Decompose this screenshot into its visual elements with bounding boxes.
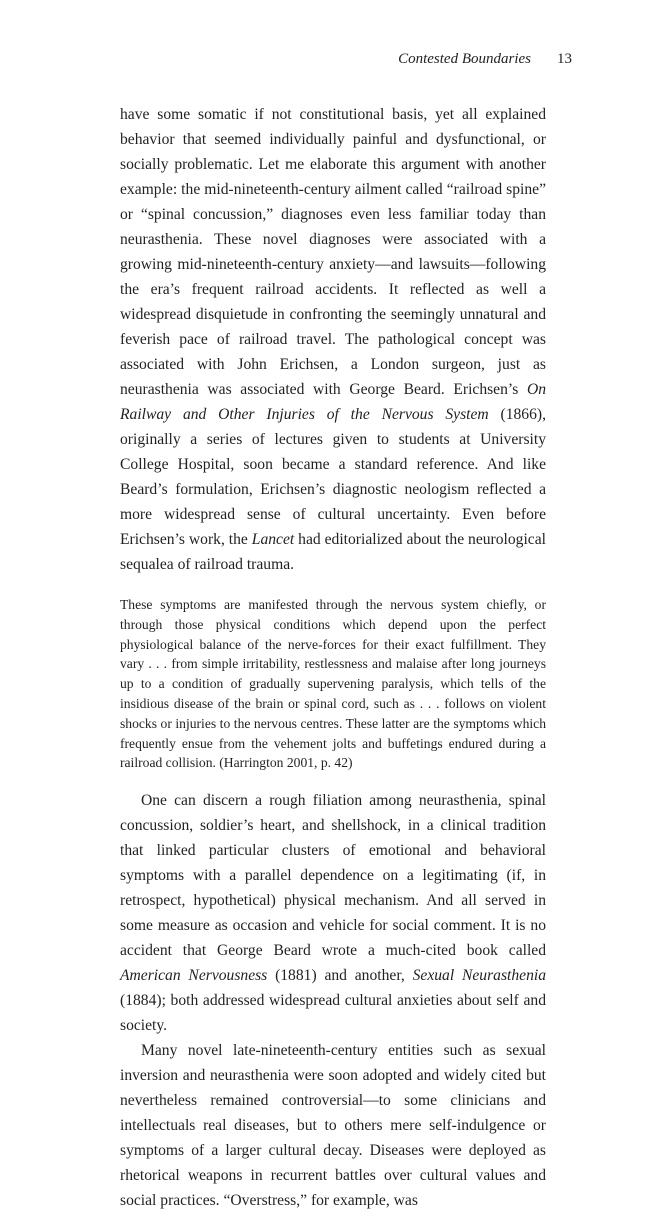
text-run: (1881) and another,	[267, 967, 413, 985]
text-run: Many novel late-nineteenth-century entities such as sexual inversion and neurasthenia were soon adopted and widely cited but nevertheless remained controversial—to some clinicians and intellectuals real diseases, but to others mere self-indulgence or symptoms of a larger cultural decay. Diseases were deployed as rhetorical weapons in recurrent battles over cultural values and social practices. “Overstress,” for example, was	[120, 1042, 546, 1210]
text-run: have some somatic if not constitutional basis, yet all explained behavior that seemed individually painful and dysfunctional, or socially problematic. Let me elaborate this argument with another example: the mid-nineteenth-century ailment called “railroad spine” or “spinal concussion,” diagnoses even less familiar today than neurasthenia. These novel diagnoses were associated with a growing mid-nineteenth-century anxiety—and lawsuits—following the era’s frequent railroad accidents. It reflected as well a widespread disquietude in confronting the seemingly unnatural and feverish pace of railroad travel. The pathological concept was associated with John Erichsen, a London surgeon, just as neurasthenia was associated with George Beard. Erichsen’s	[120, 106, 546, 398]
paragraph-2	[120, 788, 546, 1038]
body-text	[120, 102, 546, 1213]
text-run: (1866), originally a series of lectures given to students at University College Hospital, soon became a standard reference. And like Beard’s formulation, Erichsen’s diagnostic neologism reflected a more widespread sense of cultural uncertainty. Even before Erichsen’s work, the	[120, 406, 546, 548]
running-head	[398, 51, 572, 68]
page-number: 13	[557, 51, 572, 67]
book-title: Sexual Neurasthenia	[412, 967, 547, 985]
paragraph-1	[120, 102, 546, 577]
text-run: had editorialized about the neurological sequalea of railroad trauma.	[120, 531, 546, 573]
book-title: American Nervousness	[120, 967, 268, 985]
paragraph-3	[120, 1038, 546, 1213]
text-run: (1884); both addressed widespread cultural anxieties about self and society.	[120, 992, 546, 1035]
book-title: On Railway and Other Injuries of the Nervous System	[120, 381, 546, 423]
text-run: One can discern a rough filiation among neurasthenia, spinal concussion, soldier’s heart, and shellshock, in a clinical tradition that linked particular clusters of emotional and behavioral symptoms with a parallel dependence on a legitimating (if, in retrospect, hypothetical) physical mechanism. And all served in some measure as occasion and vehicle for social comment. It is no accident that George Beard wrote a much-cited book called	[120, 792, 546, 960]
running-title: Contested Boundaries	[398, 51, 531, 67]
block-quote: These symptoms are manifested through the nervous system chiefly, or through those physical conditions which depend upon the perfect physiological balance of the nerve-forces for their exact fulfillment. They vary . . . from simple irritability, restlessness and malaise after long journeys up to a condition of gradually supervening paralysis, which tells of the insidious disease of the brain or spinal cord, such as . . . follows on violent shocks or injuries to the nervous centres. These latter are the symptoms which frequently ensue from the vehement jolts and buffetings endured during a railroad collision. (Harrington 2001, p. 42)	[120, 597, 546, 771]
journal-title: Lancet	[251, 531, 295, 548]
